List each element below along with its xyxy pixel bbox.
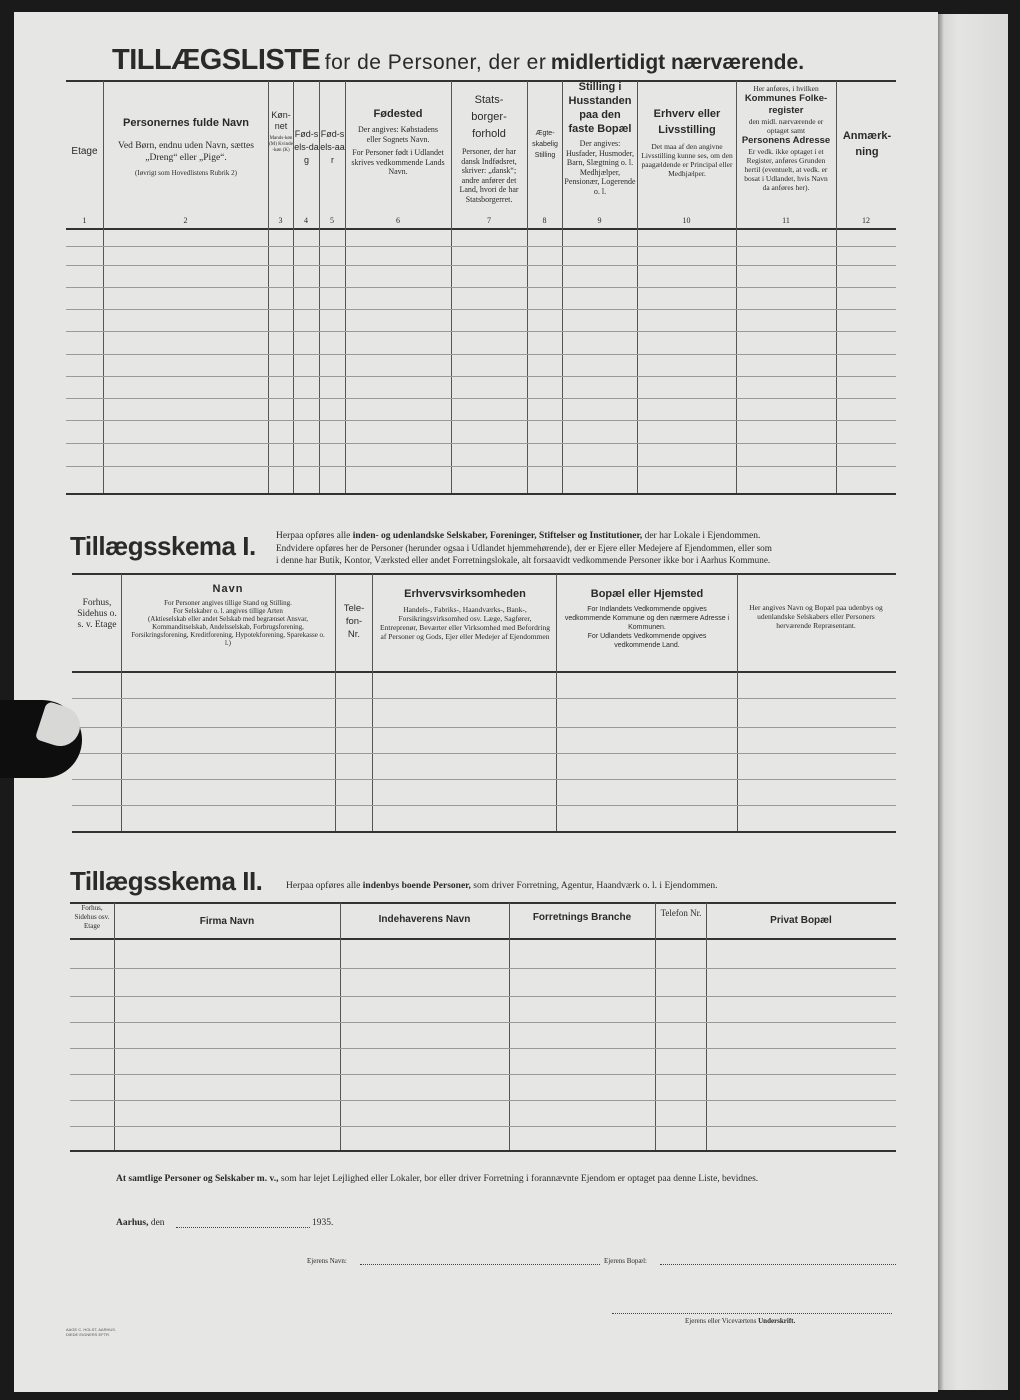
col-number-6: 6	[396, 216, 400, 225]
col-gender-note: Mands-køn (M) Kvinde-køn (K)	[269, 136, 293, 153]
skema1-header-rule	[72, 671, 896, 673]
main-table-top-rule	[66, 80, 896, 82]
col-number-10: 10	[682, 216, 691, 225]
attestation-rest: som har lejet Lejlighed eller Lokaler, bor eller driver Forretning i forannævnte Ejendom er optaget paa denne Liste, bevidnes.	[280, 1174, 759, 1184]
col-etage-header: Etage	[71, 146, 98, 157]
table-row	[66, 265, 896, 266]
date-line	[116, 1218, 165, 1228]
skema1-col-domicile-note: For Indlandets Vedkommende opgives vedkommende Kommune og den nærmere Adresse i Kommunen.	[564, 606, 730, 631]
printer-imprint: AAGE C. HOLST, AARHUS. DIEDE EIGNERS EFTR.	[66, 1327, 117, 1337]
form-title	[112, 44, 902, 77]
skema2-description	[286, 881, 717, 891]
skema2-top-rule	[70, 902, 896, 904]
col-divider	[737, 574, 738, 831]
col-number-11: 11	[782, 216, 790, 225]
table-row	[66, 443, 896, 444]
col-household-title: Stilling i Husstanden paa den faste Bopæl	[568, 81, 632, 135]
skema1-desc-line3: i denne har Butik, Kontor, Værksted eller andet Forretningslokale, alt forsaavidt vedkommende Personer ikke bor i Aarhus Kommune.	[276, 555, 771, 565]
col-register-title: Kommunes Folke-register	[744, 93, 828, 116]
skema2-header-rule	[70, 938, 896, 940]
col-number-4: 4	[304, 216, 308, 225]
skema1-desc-line2: Endvidere opføres her de Personer (herunder ogsaa i Udlandet hjemmehørende), der er Ejere eller Medejere af Ejendommen, eller som	[276, 543, 772, 553]
skema1-col-business-title: Erhvervsvirksomheden	[404, 588, 526, 600]
col-number-1: 1	[82, 216, 87, 225]
col-name-header	[106, 117, 266, 177]
col-household-note: Der angives: Husfader, Husmoder, Barn, Slægtning o. l. Medhjælper, Pensionær, Logerende o. l.	[564, 139, 636, 196]
col-gender-title: Køn-net	[271, 110, 291, 131]
skema1-description	[276, 530, 898, 566]
col-number-5: 5	[330, 216, 334, 225]
attestation-bold: At samtlige Personer og Selskaber m. v.,	[116, 1174, 279, 1184]
table-row	[66, 309, 896, 310]
col-occupation-title: Erhverv eller Livsstilling	[653, 108, 721, 136]
col-birthyear-header: Fød-sels-aar	[320, 129, 345, 165]
skema1-col-etage: Forhus, Sidehus o. s. v. Etage	[77, 598, 117, 630]
date-field[interactable]	[176, 1227, 310, 1228]
skema1-heading: Tillægsskema I.	[70, 531, 256, 561]
skema1-col-name	[124, 583, 332, 647]
table-row	[70, 996, 896, 997]
col-number-2: 2	[183, 216, 188, 225]
col-number-12: 12	[862, 216, 870, 225]
col-divider	[372, 574, 373, 831]
owner-name-label: Ejerens Navn:	[307, 1257, 347, 1265]
col-household-header	[564, 80, 636, 196]
table-row	[66, 376, 896, 377]
table-row	[70, 1048, 896, 1049]
col-birthday-header: Fød-sels-dag	[294, 129, 319, 165]
skema2-heading: Tillægsskema II.	[70, 866, 263, 896]
col-remarks-header: Anmærk-ning	[842, 130, 892, 158]
signature-label	[685, 1317, 795, 1325]
col-gender-header	[269, 110, 293, 154]
skema1-desc-bold: inden- og udenlandske Selskaber, Foreninger, Stiftelser og Institutioner,	[352, 531, 643, 541]
col-birthplace-note2: For Personer født i Udlandet skrives vedkommende Lands Navn.	[351, 148, 445, 176]
col-birthplace-header	[347, 108, 449, 177]
signature-field[interactable]	[612, 1313, 892, 1314]
col-occupation-note: Det maa af den angivne Livsstilling kunne ses, om den paagældende er Principal eller Medhjælper.	[641, 142, 733, 178]
year-label: 1935.	[312, 1218, 334, 1228]
skema1-col-business	[375, 588, 555, 641]
skema2-col-private-address: Privat Bopæl	[770, 915, 832, 926]
main-table-header-rule	[66, 228, 896, 230]
col-birthplace-title: Fødested	[373, 108, 423, 120]
col-divider	[340, 903, 341, 1150]
skema1-col-domicile-note2: For Udlandets Vedkommende opgives vedkommende Land.	[587, 633, 707, 649]
table-row	[66, 420, 896, 421]
table-row	[70, 968, 896, 969]
skema2-desc-bold: indenbys boende Personer,	[362, 881, 471, 891]
col-number-9: 9	[597, 216, 602, 225]
col-birthplace-note: Der angives: Købstadens eller Sognets Navn.	[358, 125, 438, 144]
skema1-col-name-note2: For Selskaber o. l. angives tillige Arten	[173, 607, 283, 615]
table-row	[66, 354, 896, 355]
skema1-col-domicile-title: Bopæl eller Hjemsted	[590, 588, 704, 600]
title-rest: for de Personer, der er	[324, 51, 547, 74]
table-row	[70, 1100, 896, 1101]
city-label: Aarhus,	[116, 1218, 149, 1228]
skema2-col-owner: Indehaverens Navn	[378, 914, 471, 925]
skema2-col-etage: Forhus, Sidehus osv. Etage	[74, 904, 110, 930]
col-number-7: 7	[487, 216, 491, 225]
skema2-col-firm: Firma Navn	[199, 916, 255, 927]
col-divider	[121, 574, 122, 831]
table-row	[70, 1022, 896, 1023]
skema1-col-domicile	[558, 588, 736, 650]
col-divider	[509, 903, 510, 1150]
skema2-bottom-rule	[70, 1150, 896, 1152]
table-row	[72, 805, 896, 806]
skema1-desc-pre: Herpaa opføres alle	[276, 531, 351, 541]
skema2-desc-post: som driver Forretning, Agentur, Haandværk o. l. i Ejendommen.	[473, 881, 718, 891]
col-citizenship-header	[453, 92, 525, 204]
table-row	[72, 779, 896, 780]
title-main: TILLÆGSLISTE	[112, 44, 321, 76]
table-row	[66, 246, 896, 247]
table-row	[66, 287, 896, 288]
skema1-col-name-note: For Personer angives tillige Stand og Stilling.	[164, 599, 292, 607]
skema2-col-phone: Telefon Nr.	[660, 908, 702, 918]
col-divider	[706, 903, 707, 1150]
col-citizenship-title: Stats-borger-forhold	[471, 94, 507, 140]
col-name-note2: (Iøvrigt som Hovedlistens Rubrik 2)	[135, 169, 237, 177]
skema2-desc-pre: Herpaa opføres alle	[286, 881, 361, 891]
col-register-note: Er vedk. ikke optaget i et Register, anføres Grunden hertil (eventuelt, at vedk. er bosat i Udlandet, hvis Navn da anføres her).	[744, 147, 828, 192]
col-divider	[655, 903, 656, 1150]
signature-label-text: Ejerens eller Viceværtens	[685, 1317, 757, 1325]
col-number-8: 8	[542, 216, 547, 225]
col-divider	[556, 574, 557, 831]
skema1-col-business-note: Handels-, Fabriks-, Haandværks-, Bank-, Forsikringsvirksomhed osv. Læge, Sagfører, Entreprenør, Beværter eller Virksomhed med Befordring af Personer og Gods, Ejer eller Medejer af Ejendommen	[380, 605, 550, 641]
table-row	[70, 1074, 896, 1075]
table-row	[72, 698, 896, 699]
col-name-note: Ved Børn, endnu uden Navn, sættes „Dreng“ eller „Pige“.	[118, 141, 254, 163]
skema1-col-name-note3: (Aktieselskab eller andet Selskab med begrænset Ansvar, Kommanditselskab, Andelsselskab, Forbrugsforening, Forsikringsforening, Kreditforening, Hypotekforening, Sparekasse o. l.)	[131, 615, 325, 647]
col-citizenship-note: Personer, der har dansk Indfødsret, skriver: „dansk“; andre anfører det Land, hvori de har Statsborgerret.	[459, 147, 519, 204]
den-label: den	[150, 1218, 165, 1228]
table-row	[66, 466, 896, 467]
skema1-col-representative: Her angives Navn og Bopæl paa udenbys og udenlandske Selskabers eller Personers herværende Repræsentant.	[749, 603, 883, 630]
skema2-col-branch: Forretnings Branche	[532, 912, 632, 923]
col-divider	[114, 903, 115, 1150]
table-row	[66, 398, 896, 399]
owner-address-label: Ejerens Bopæl:	[604, 1257, 647, 1265]
owner-address-field[interactable]	[660, 1264, 896, 1265]
skema1-top-rule	[72, 573, 896, 575]
col-name-title: Personernes fulde Navn	[123, 117, 249, 129]
col-marital-header: Ægte-skabelig Stilling	[532, 130, 558, 159]
col-register-mid: den midl. nærværende er optaget samt	[748, 117, 824, 135]
attestation-text	[116, 1174, 758, 1184]
owner-name-field[interactable]	[360, 1264, 600, 1265]
main-table-bottom-rule	[66, 493, 896, 495]
col-register-header	[738, 84, 834, 192]
col-occupation-header	[640, 106, 734, 178]
skema1-col-phone: Tele-fon-Nr.	[343, 603, 365, 640]
col-number-3: 3	[278, 216, 283, 225]
table-row	[72, 753, 896, 754]
col-register-title2: Personens Adresse	[741, 135, 831, 146]
skema1-bottom-rule	[72, 831, 896, 833]
col-register-pre: Her anføres, i hvilken	[753, 84, 819, 93]
table-row	[70, 1126, 896, 1127]
signature-label-bold: Underskrift.	[758, 1317, 796, 1325]
title-bold-tail: midlertidigt nærværende.	[550, 51, 805, 74]
skema1-desc-post: der har Lokale i Ejendommen.	[644, 531, 761, 541]
table-row	[72, 727, 896, 728]
table-row	[66, 331, 896, 332]
skema1-col-name-title: Navn	[212, 583, 244, 595]
adjacent-page-edge	[938, 14, 1008, 1390]
